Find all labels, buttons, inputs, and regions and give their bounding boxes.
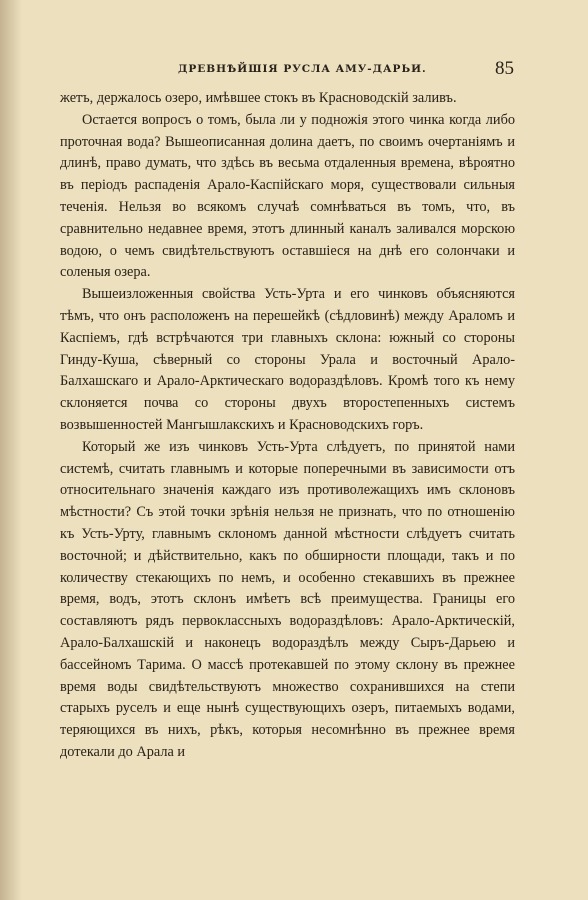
paragraph: Который же изъ чинковъ Усть-Урта слѣдуетъ, по принятой нами системѣ, считать главнымъ и которые поперечными въ зависимости отъ относительнаго значенія каждаго изъ противолежащихъ имъ склоновъ мѣстности? Съ этой точки зрѣнія нельзя не признать, что по отношенію къ Усть-Урту, главнымъ склономъ данной мѣстности слѣдуетъ считать восточной; и дѣйствительно, какъ по обширности площади, такъ и по количеству стекающихъ по немъ, и особенно стекавшихъ въ прежнее время, водъ, этотъ склонъ имѣетъ всѣ преимущества. Границы его составляютъ рядъ первоклассныхъ водораздѣловъ: Арало-Арктическій, Арало-Балхашскій и наконецъ водораздѣлъ между Сыръ-Дарьею и бассейномъ Тарима. О массѣ протекавшей по этому склону въ прежнее время воды свидѣтельствуютъ множество сохранившихся на степи старыхъ руселъ и еще нынѣ существующихъ озеръ, питаемыхъ водами, теряющихся въ нихъ, рѣкъ, которыя несомнѣнно въ прежнее время дотекали до Арала и	[60, 438, 515, 760]
body-text	[60, 88, 515, 764]
paragraph: Остается вопросъ о томъ, была ли у подножія этого чинка когда либо проточная вода? Вышеописанная долина даетъ, по своимъ очертаніямъ и длинѣ, право думать, что здѣсь въ весьма отдаленныя времена, вѣроятно въ періодъ распаденія Арало-Каспійскаго моря, существовали сильныя теченія. Нельзя во всякомъ случаѣ сомнѣваться въ томъ, что, въ сравнительно недавнее время, этотъ длинный каналъ заливался морскою водою, о чемъ свидѣтельствуютъ оставшіеся на днѣ его солончаки и соленыя озера.	[60, 111, 515, 281]
paragraph: Вышеизложенныя свойства Усть-Урта и его чинковъ объясняются тѣмъ, что онъ расположенъ на перешейкѣ (сѣдловинѣ) между Араломъ и Каспіемъ, гдѣ встрѣчаются три главныхъ склона: южный со стороны Гинду-Куша, сѣверный со стороны Урала и восточный Арало-Балхашскаго и Арало-Арктическаго водораздѣловъ. Кромѣ того къ нему склоняется почва со стороны двухъ второстепенныхъ системъ возвышенностей Мангышлакскихъ и Красноводскихъ горъ.	[60, 286, 515, 433]
page-gutter-shadow	[0, 0, 22, 900]
page-header	[60, 56, 522, 84]
running-title: ДРЕВНѢЙШІЯ РУСЛА АМУ-ДАРЬИ.	[178, 63, 427, 75]
page-number: 85	[495, 58, 514, 79]
paragraph-continuation: жетъ, держалось озеро, имѣвшее стокъ въ Красноводскій заливъ.	[60, 90, 457, 106]
